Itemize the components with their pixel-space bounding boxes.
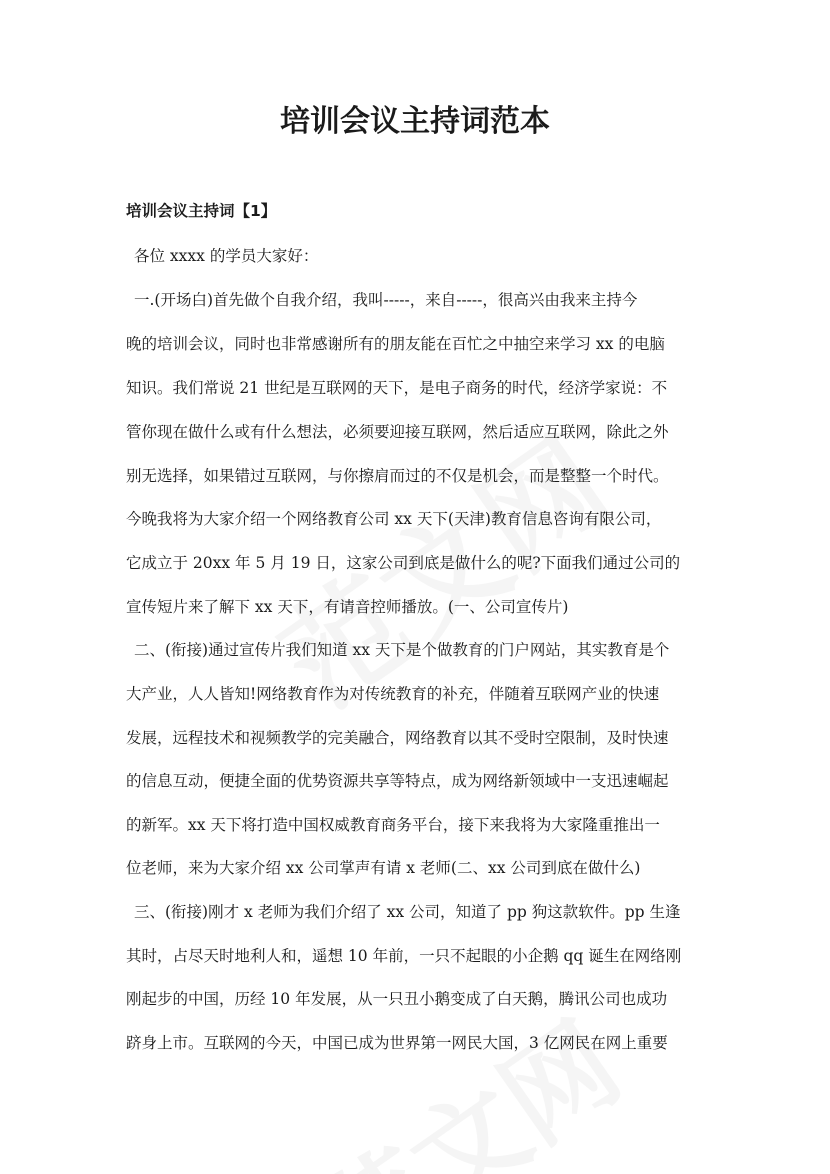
text-line: 跻身上市。互联网的今天，中国已成为世界第一网民大国，3 亿网民在网上重要	[126, 1034, 668, 1052]
text-line: 的新军。xx 天下将打造中国权威教育商务平台，接下来我将为大家隆重推出一	[126, 816, 660, 834]
text-line: 它成立于 20xx 年 5 月 19 日，这家公司到底是做什么的呢?下面我们通过公司的	[126, 554, 681, 572]
text-line: 大产业，人人皆知!网络教育作为对传统教育的补充，伴随着互联网产业的快速	[126, 685, 660, 703]
text-line: 宣传短片来了解下 xx 天下，有请音控师播放。(一、公司宣传片)	[126, 598, 569, 616]
text-line: 一.(开场白)首先做个自我介绍，我叫-----，来自-----，很高兴由我来主持今	[134, 291, 638, 309]
text-line: 发展，远程技术和视频教学的完美融合，网络教育以其不受时空限制，及时快速	[126, 729, 669, 747]
document-title: 培训会议主持词范本	[280, 104, 550, 139]
text-line: 刚起步的中国，历经 10 年发展，从一只丑小鹅变成了白天鹅，腾讯公司也成功	[126, 990, 668, 1008]
text-line: 知识。我们常说 21 世纪是互联网的天下，是电子商务的时代，经济学家说：不	[126, 379, 668, 397]
text-line: 今晚我将为大家介绍一个网络教育公司 xx 天下(天津)教育信息咨询有限公司，	[126, 510, 662, 528]
section-heading: 培训会议主持词【1】	[126, 202, 277, 220]
text-line: 其时，占尽天时地利人和，遥想 10 年前，一只不起眼的小企鹅 qq 诞生在网络刚	[126, 947, 682, 965]
text-line: 位老师，来为大家介绍 xx 公司掌声有请 x 老师(二、xx 公司到底在做什么)	[126, 859, 641, 877]
text-line: 各位 xxxx 的学员大家好：	[134, 247, 319, 265]
text-line: 的信息互动，便捷全面的优势资源共享等特点，成为网络新领域中一支迅速崛起	[126, 772, 669, 790]
text-line: 管你现在做什么或有什么想法，必须要迎接互联网，然后适应互联网，除此之外	[126, 423, 669, 441]
text-line: 二、(衔接)通过宣传片我们知道 xx 天下是个做教育的门户网站，其实教育是个	[134, 641, 670, 659]
text-line: 三、(衔接)刚才 x 老师为我们介绍了 xx 公司，知道了 pp 狗这款软件。pp 生逢	[134, 903, 681, 921]
text-line: 别无选择，如果错过互联网，与你擦肩而过的不仅是机会，而是整整一个时代。	[126, 467, 669, 485]
text-line: 晚的培训会议，同时也非常感谢所有的朋友能在百忙之中抽空来学习 xx 的电脑	[126, 335, 665, 353]
